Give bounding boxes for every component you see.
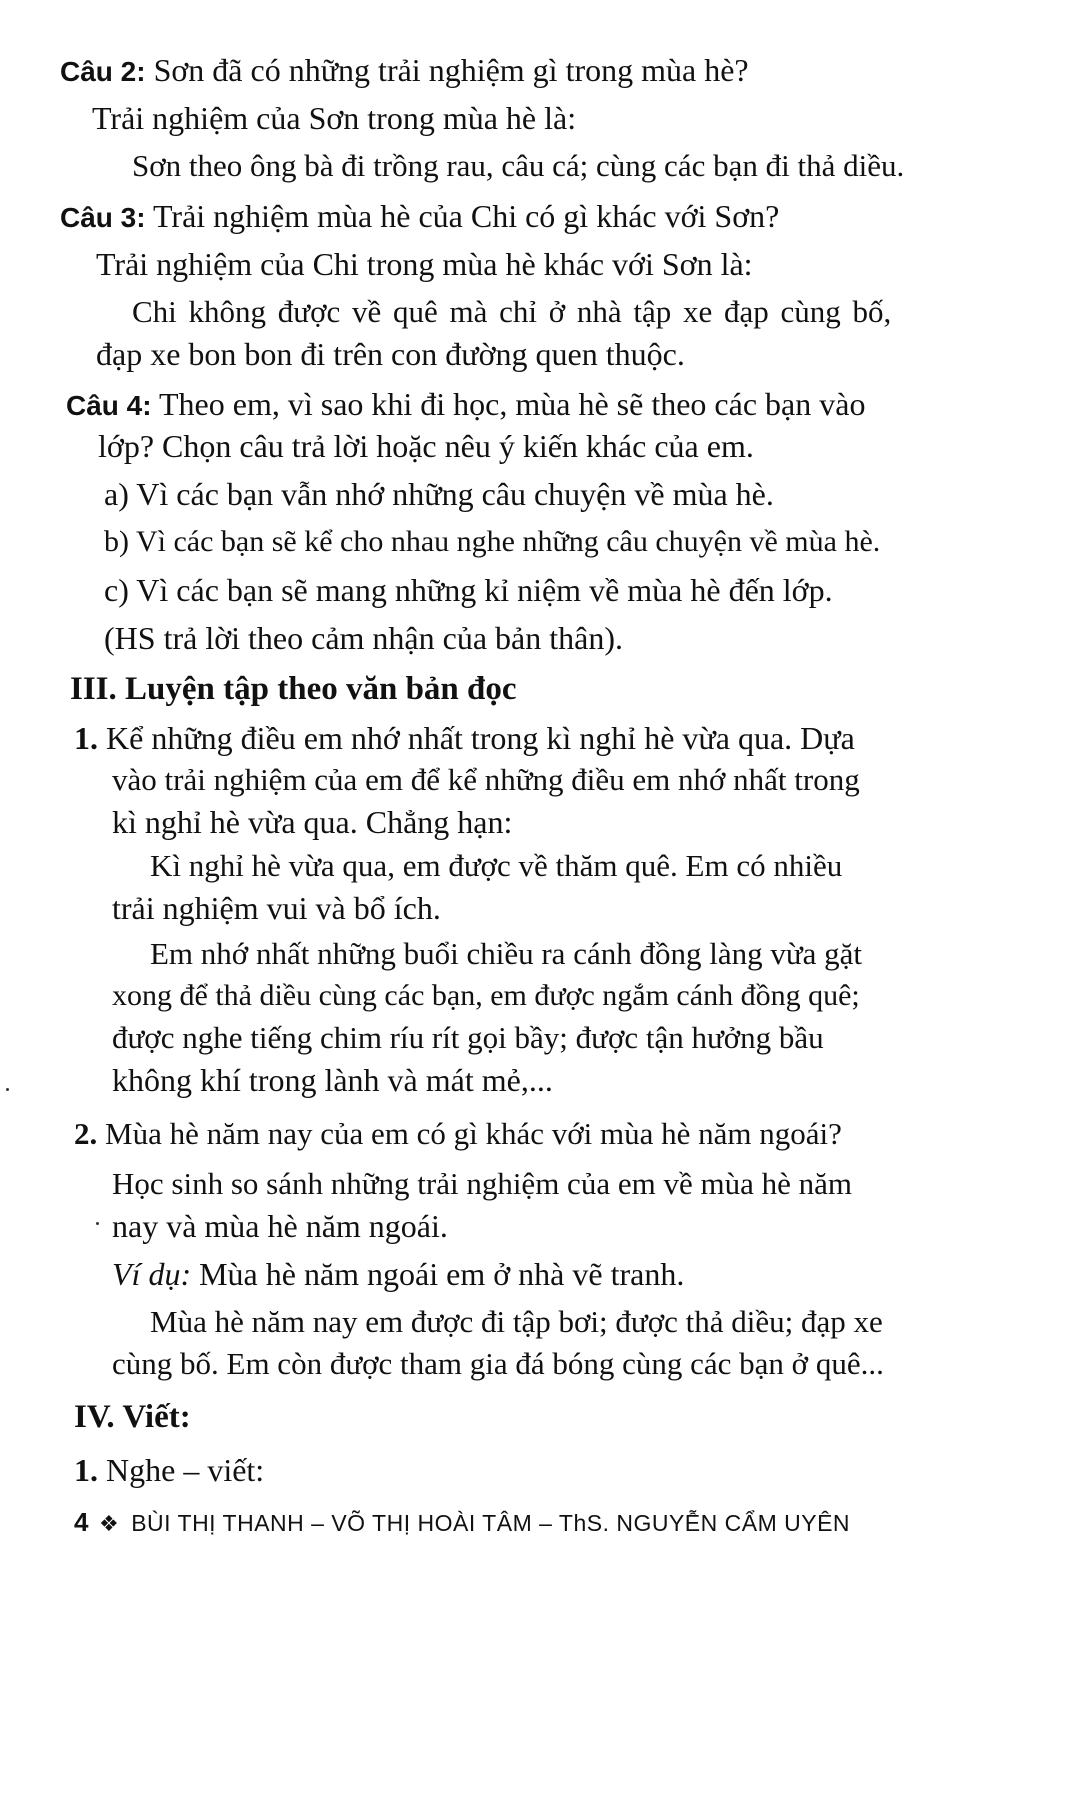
s4-item1-number: 1. <box>74 1452 98 1488</box>
s3-item1-p1-line1: Kì nghỉ hè vừa qua, em được về thăm quê. Em có nhiều <box>150 848 843 883</box>
q2-question-line <box>60 50 749 92</box>
q3-intro: Trải nghiệm của Chi trong mùa hè khác với Sơn là: <box>96 246 753 282</box>
footer-authors: BÙI THỊ THANH – VÕ THỊ HOÀI TÂM – ThS. NGUYỄN CẨM UYÊN <box>131 1510 851 1536</box>
s3-item2-line1 <box>74 1114 842 1154</box>
s3-item1-p1-line2: trải nghiệm vui và bổ ích. <box>112 890 441 926</box>
q3-answer-line2: đạp xe bon bon đi trên con đường quen thuộc. <box>96 336 685 372</box>
s3-item1-line1-text: Kể những điều em nhớ nhất trong kì nghỉ hè vừa qua. Dựa <box>106 720 855 756</box>
s3-item2-p1-line1: Học sinh so sánh những trải nghiệm của em về mùa hè năm <box>112 1166 852 1201</box>
q2-answer: Sơn theo ông bà đi trồng rau, câu cá; cùng các bạn đi thả diều. <box>132 148 905 183</box>
s3-item2-example <box>112 1254 684 1296</box>
s4-item1-text: Nghe – viết: <box>106 1452 265 1488</box>
q2-question: Sơn đã có những trải nghiệm gì trong mùa hè? <box>153 52 749 88</box>
q3-label: Câu 3: <box>60 202 146 233</box>
q2-label: Câu 2: <box>60 56 146 87</box>
scan-speck-2 <box>96 1222 99 1225</box>
section3-heading: III. Luyện tập theo văn bản đọc <box>70 671 517 707</box>
ornament-icon: ❖ <box>98 1511 120 1536</box>
q4-note: (HS trả lời theo cảm nhận của bản thân). <box>104 620 623 656</box>
page-number: 4 <box>74 1507 89 1537</box>
example-text: Mùa hè năm ngoái em ở nhà vẽ tranh. <box>191 1256 685 1292</box>
s3-item1-line1 <box>74 718 855 760</box>
s3-item1-p2-line3: được nghe tiếng chim ríu rít gọi bầy; được tận hưởng bầu <box>112 1020 824 1055</box>
q2-intro: Trải nghiệm của Sơn trong mùa hè là: <box>92 100 577 136</box>
q3-question: Trải nghiệm mùa hè của Chi có gì khác với Sơn? <box>153 198 780 234</box>
s3-item1-p2-line4: không khí trong lành và mát mẻ,... <box>112 1062 553 1098</box>
q4-label: Câu 4: <box>66 390 152 421</box>
s3-item2-p1-line2: nay và mùa hè năm ngoái. <box>112 1208 448 1244</box>
q4-option-b: b) Vì các bạn sẽ kể cho nhau nghe những câu chuyện về mùa hè. <box>104 525 881 558</box>
scan-speck <box>6 1088 9 1091</box>
q3-question-line <box>60 196 779 238</box>
q4-question-line1-text: Theo em, vì sao khi đi học, mùa hè sẽ theo các bạn vào <box>159 386 866 422</box>
s3-item2-line1-text: Mùa hè năm nay của em có gì khác với mùa hè năm ngoái? <box>105 1116 842 1151</box>
q4-option-c: c) Vì các bạn sẽ mang những kỉ niệm về mùa hè đến lớp. <box>104 572 833 608</box>
s4-item1 <box>74 1450 264 1492</box>
s3-item1-line3: kì nghỉ hè vừa qua. Chẳng hạn: <box>112 804 513 840</box>
s3-item2-p2-line2: cùng bố. Em còn được tham gia đá bóng cùng các bạn ở quê... <box>112 1346 884 1381</box>
s3-item2-p2-line1: Mùa hè năm nay em được đi tập bơi; được thả diều; đạp xe <box>150 1304 883 1339</box>
s3-item1-p2-line2: xong để thả diều cùng các bạn, em được ngắm cánh đồng quê; <box>112 979 860 1012</box>
q4-question-line1 <box>66 384 865 426</box>
example-label: Ví dụ: <box>112 1256 192 1292</box>
section4-heading: IV. Viết: <box>74 1399 191 1435</box>
q4-option-a: a) Vì các bạn vẫn nhớ những câu chuyện về mùa hè. <box>104 476 774 512</box>
s3-item2-number: 2. <box>74 1116 98 1151</box>
s3-item1-line2: vào trải nghiệm của em để kể những điều em nhớ nhất trong <box>112 762 860 797</box>
page-footer <box>74 1506 850 1540</box>
q3-answer-line1: Chi không được về quê mà chỉ ở nhà tập xe đạp cùng bố, <box>132 294 892 329</box>
s3-item1-p2-line1: Em nhớ nhất những buổi chiều ra cánh đồng làng vừa gặt <box>150 936 863 971</box>
s3-item1-number: 1. <box>74 720 98 756</box>
q4-question-line2: lớp? Chọn câu trả lời hoặc nêu ý kiến khác của em. <box>98 428 754 464</box>
